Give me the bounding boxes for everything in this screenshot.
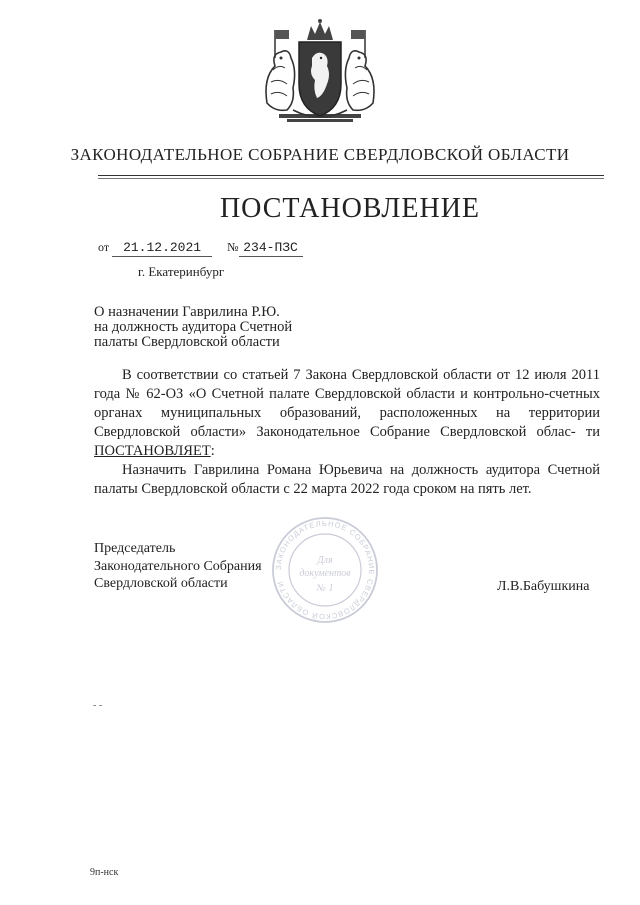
signatory-name: Л.В.Бабушкина bbox=[497, 579, 590, 594]
signature-title-line: Председатель bbox=[94, 541, 176, 556]
organization-header: ЗАКОНОДАТЕЛЬНОЕ СОБРАНИЕ СВЕРДЛОВСКОЙ ОБЛАСТИ bbox=[70, 145, 570, 164]
number-prefix: № bbox=[227, 240, 239, 254]
seal-center-line-3: № 1 bbox=[316, 583, 334, 594]
header-rule-thin bbox=[98, 178, 604, 179]
signature-title-line: Законодательного Собрания bbox=[94, 558, 262, 574]
date-number-row bbox=[98, 240, 303, 257]
preamble-paragraph bbox=[94, 366, 600, 461]
preamble-text: В соответствии со статьей 7 Закона Свердловской области от 12 июля 2011 года № 62-ОЗ «О Счетной палате Свердловской области и контрольно-счетных органах муниципальных образований, расположенных на территории Свердловской области» Законодательное Собрание Свердловской облас- bbox=[94, 367, 600, 440]
official-seal-stamp bbox=[270, 515, 380, 625]
stray-mark: - - bbox=[93, 700, 103, 711]
subject-line: палаты Свердловской области bbox=[94, 334, 280, 350]
document-type-title: ПОСТАНОВЛЕНИЕ bbox=[219, 193, 481, 224]
subject-line: на должность аудитора Счетной bbox=[94, 319, 293, 335]
number-field: 234-ПЗС bbox=[239, 240, 303, 257]
decree-colon: : bbox=[210, 443, 215, 459]
footer-code: 9п-нск bbox=[90, 867, 119, 878]
signature-title-block bbox=[94, 540, 262, 593]
coat-of-arms-emblem bbox=[257, 18, 383, 128]
date-prefix: от bbox=[98, 240, 110, 254]
signature-title-line: Свердловской области bbox=[94, 576, 228, 591]
decree-word: ПОСТАНОВЛЯЕТ bbox=[94, 443, 211, 459]
decision-paragraph: Назначить Гаврилина Романа Юрьевича на должность аудитора Счетной палаты Свердловской области с 22 марта 2022 года сроком на пять лет. bbox=[94, 462, 600, 497]
seal-center-line-1: Для bbox=[317, 555, 333, 566]
subject-line: О назначении Гаврилина Р.Ю. bbox=[94, 304, 280, 320]
city-label: г. Екатеринбург bbox=[138, 264, 225, 279]
date-field: 21.12.2021 bbox=[112, 240, 212, 257]
subject-block bbox=[94, 305, 354, 350]
seal-ring-text: ЗАКОНОДАТЕЛЬНОЕ СОБРАНИЕ СВЕРДЛОВСКОЙ ОБЛАСТИ bbox=[273, 518, 377, 622]
header-rule-thick bbox=[98, 175, 604, 176]
seal-center-line-2: документов bbox=[299, 568, 351, 579]
preamble-tail: ти bbox=[585, 424, 601, 440]
